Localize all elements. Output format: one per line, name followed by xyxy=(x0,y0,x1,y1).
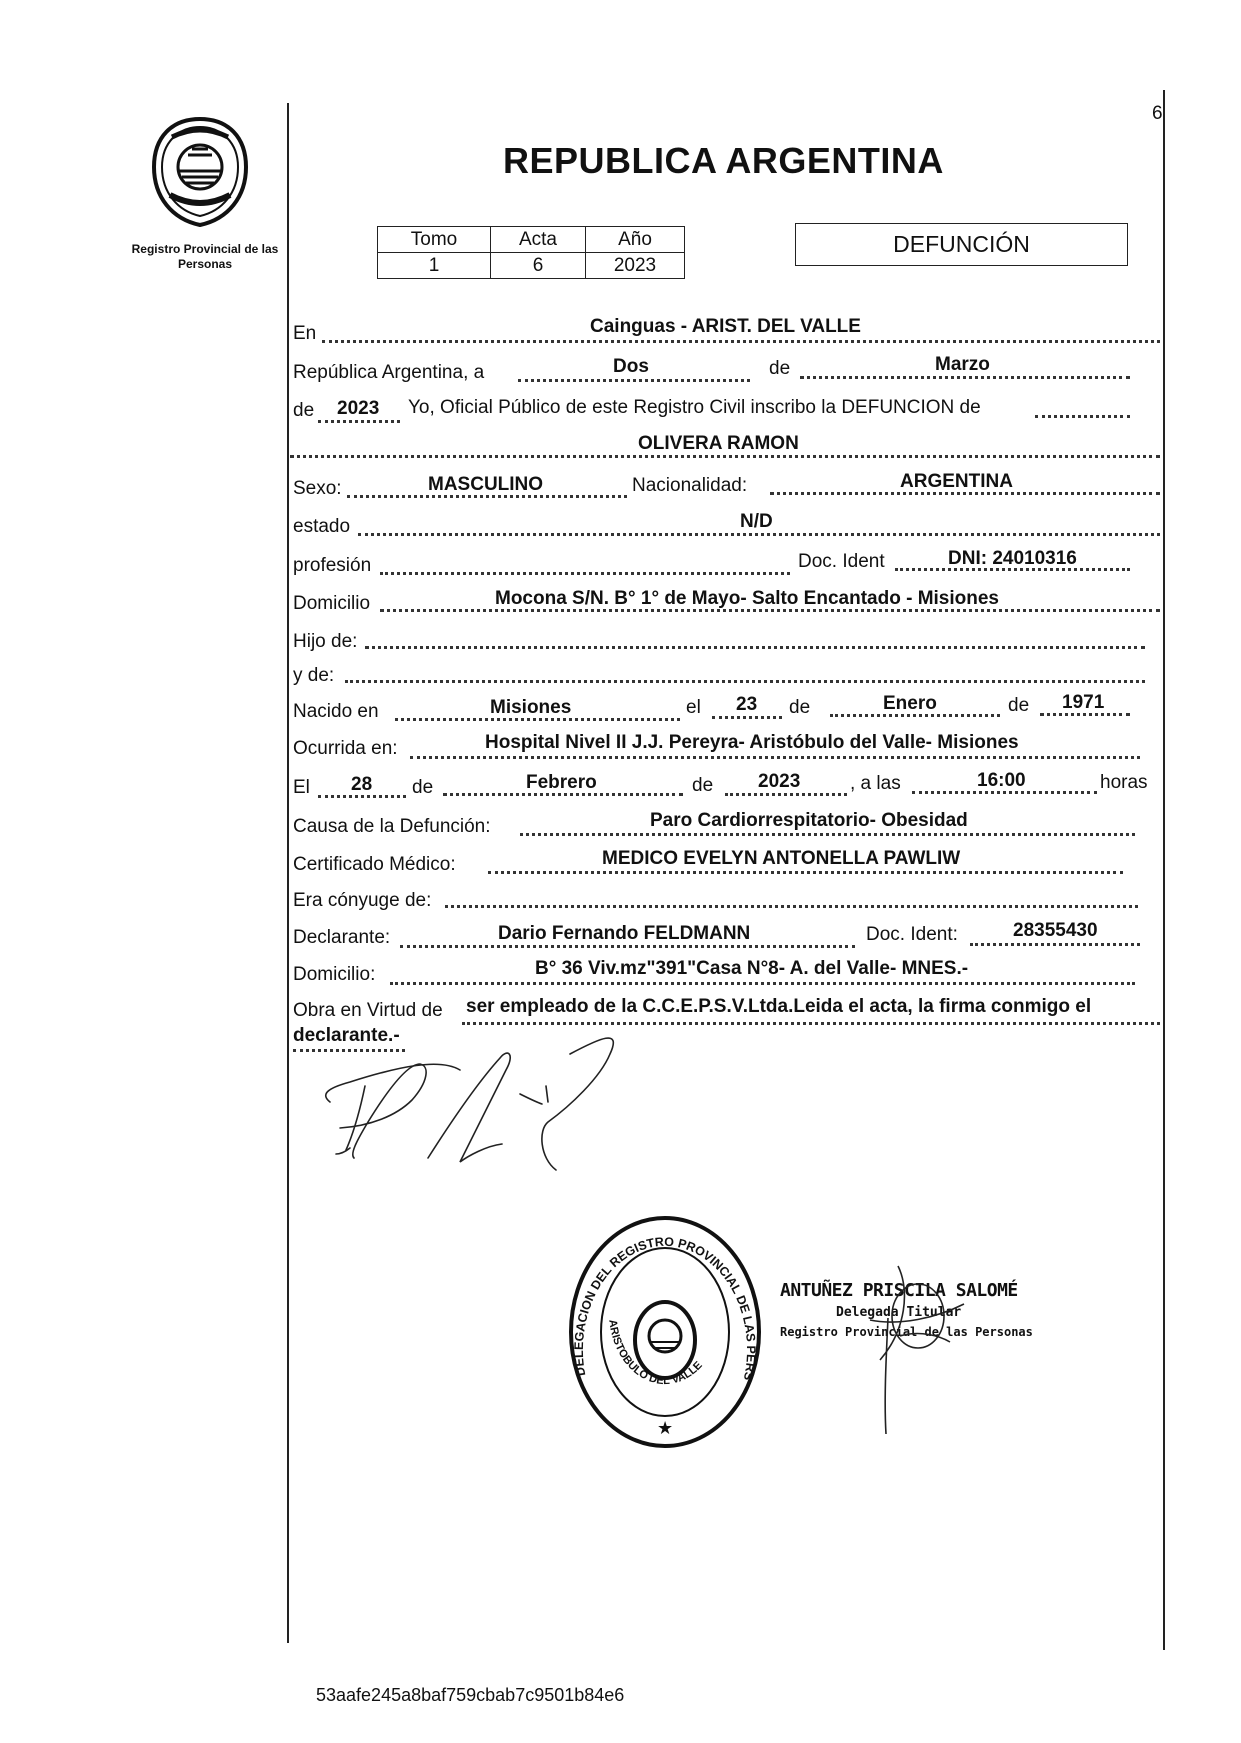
doc-value: DNI: 24010316 xyxy=(948,548,1077,569)
stamp-outer-text: DELEGACION DEL REGISTRO PROVINCIAL DE LAS PERS xyxy=(571,1234,759,1382)
obra-value-1: ser empleado de la C.C.E.P.S.V.Ltda.Leida el acta, la firma conmigo el xyxy=(466,996,1092,1017)
provincial-logo xyxy=(150,115,250,230)
mes-line xyxy=(800,376,1130,379)
doc2-value: 28355430 xyxy=(1013,920,1098,941)
de2-label: de xyxy=(293,400,315,421)
hijo-line xyxy=(365,646,1145,649)
nacido-label: Nacido en xyxy=(293,701,379,722)
domicilio-value: Mocona S/N. B° 1° de Mayo- Salto Encantado - Misiones xyxy=(495,588,999,609)
acta-header: Acta xyxy=(491,227,586,253)
declarant-signature xyxy=(310,1030,640,1180)
en-label: En xyxy=(293,323,317,344)
estado-line xyxy=(358,533,1160,536)
anio-line xyxy=(318,420,400,423)
nacionalidad-label: Nacionalidad: xyxy=(632,475,748,496)
doc2-line xyxy=(970,943,1140,946)
round-official-stamp xyxy=(565,1212,765,1452)
yde-line xyxy=(345,680,1145,683)
anio-header: Año xyxy=(586,227,685,253)
nombre-line xyxy=(290,455,1160,458)
en-line xyxy=(322,340,1160,343)
mes-value: Marzo xyxy=(935,354,990,375)
declarante-label: Declarante: xyxy=(293,927,391,948)
alas-label: , a las xyxy=(850,773,901,794)
de6-label: de xyxy=(692,775,714,796)
declarante-line xyxy=(400,945,855,948)
dia-line xyxy=(518,379,750,382)
de5-label: de xyxy=(412,777,434,798)
el2-label: El xyxy=(293,777,310,798)
declarante-value: Dario Fernando FELDMANN xyxy=(498,923,751,944)
registry-label: Registro Provincial de las Personas xyxy=(131,242,279,271)
obra-line-1 xyxy=(462,1022,1160,1025)
conyuge-line xyxy=(445,905,1138,908)
nac-dia-line xyxy=(712,716,782,719)
page-title: REPUBLICA ARGENTINA xyxy=(503,140,944,181)
svg-text:DELEGACION DEL REGISTRO PROVIN xyxy=(565,1212,758,1382)
horas-label: horas xyxy=(1100,772,1148,793)
conyuge-label: Era cónyuge de: xyxy=(293,890,432,911)
record-type: DEFUNCIÓN xyxy=(893,231,1030,257)
def-anio-line xyxy=(725,793,847,796)
tomo-header: Tomo xyxy=(378,227,491,253)
estado-value: N/D xyxy=(740,511,773,532)
anio-value: 2023 xyxy=(586,253,685,279)
nombre-value: OLIVERA RAMON xyxy=(638,433,799,454)
hijo-label: Hijo de: xyxy=(293,631,358,652)
svg-text:★: ★ xyxy=(657,1418,674,1438)
anio-value-field: 2023 xyxy=(337,398,380,419)
domicilio2-line xyxy=(390,982,1135,985)
def-mes: Febrero xyxy=(526,772,597,793)
document-hash: 53aafe245a8baf759cbab7c9501b84e6 xyxy=(316,1685,625,1705)
official-name-stamp: ANTUÑEZ PRISCILA SALOMÉ xyxy=(780,1280,1018,1301)
official-registry-stamp: Registro Provincial de las Personas xyxy=(780,1325,1033,1339)
official-role-stamp: Delegada Titular xyxy=(836,1305,962,1320)
estado-label: estado xyxy=(293,516,351,537)
stamp-inner-text: ARISTOBULO DEL VALLE xyxy=(606,1318,705,1388)
dia-value: Dos xyxy=(613,356,649,377)
el-label: el xyxy=(686,697,701,718)
page-number: 6 xyxy=(1152,103,1163,124)
acta-table xyxy=(377,226,685,279)
inscribo-line xyxy=(1035,415,1130,418)
en-value: Cainguas - ARIST. DEL VALLE xyxy=(590,316,861,337)
ocurrida-label: Ocurrida en: xyxy=(293,738,398,759)
causa-label: Causa de la Defunción: xyxy=(293,816,491,837)
de-label: de xyxy=(769,358,791,379)
acta-value: 6 xyxy=(491,253,586,279)
de4-label: de xyxy=(1008,695,1030,716)
yde-label: y de: xyxy=(293,665,335,686)
nac-mes: Enero xyxy=(883,693,937,714)
certificado-label: Certificado Médico: xyxy=(293,854,456,875)
doc-label: Doc. Ident xyxy=(798,551,885,572)
doc2-label: Doc. Ident: xyxy=(866,924,958,945)
nac-anio: 1971 xyxy=(1062,692,1105,713)
right-margin-line xyxy=(1163,90,1165,1650)
profesion-label: profesión xyxy=(293,555,372,576)
domicilio2-label: Domicilio: xyxy=(293,964,376,985)
domicilio2-value: B° 36 Viv.mz"391"Casa N°8- A. del Valle- MNES.- xyxy=(535,958,969,979)
def-anio: 2023 xyxy=(758,771,801,792)
causa-value: Paro Cardiorrespitatorio- Obesidad xyxy=(650,810,968,831)
inscribo-text: Yo, Oficial Público de este Registro Civil inscribo la DEFUNCION de xyxy=(408,397,981,418)
def-hora: 16:00 xyxy=(977,770,1026,791)
def-dia: 28 xyxy=(351,774,373,795)
certificado-line xyxy=(488,871,1123,874)
de3-label: de xyxy=(789,697,811,718)
republica-label: República Argentina, a xyxy=(293,362,485,383)
left-margin-line xyxy=(287,103,289,1643)
domicilio-label: Domicilio xyxy=(293,593,371,614)
sexo-value: MASCULINO xyxy=(428,474,544,495)
nac-dia: 23 xyxy=(736,694,758,715)
tomo-value: 1 xyxy=(378,253,491,279)
causa-line xyxy=(520,833,1135,836)
ocurrida-line xyxy=(410,756,1140,759)
nacionalidad-value: ARGENTINA xyxy=(900,471,1013,492)
profesion-line xyxy=(380,572,790,575)
obra-value-2: declarante.- xyxy=(293,1025,400,1046)
official-signature xyxy=(840,1260,970,1440)
certificado-value: MEDICO EVELYN ANTONELLA PAWLIW xyxy=(602,848,961,869)
record-type-box xyxy=(795,223,1128,266)
sexo-label: Sexo: xyxy=(293,478,342,499)
ocurrida-value: Hospital Nivel II J.J. Pereyra- Aristóbulo del Valle- Misiones xyxy=(485,732,1019,753)
obra-label: Obra en Virtud de xyxy=(293,1000,443,1021)
nacido-lugar: Misiones xyxy=(490,697,572,718)
